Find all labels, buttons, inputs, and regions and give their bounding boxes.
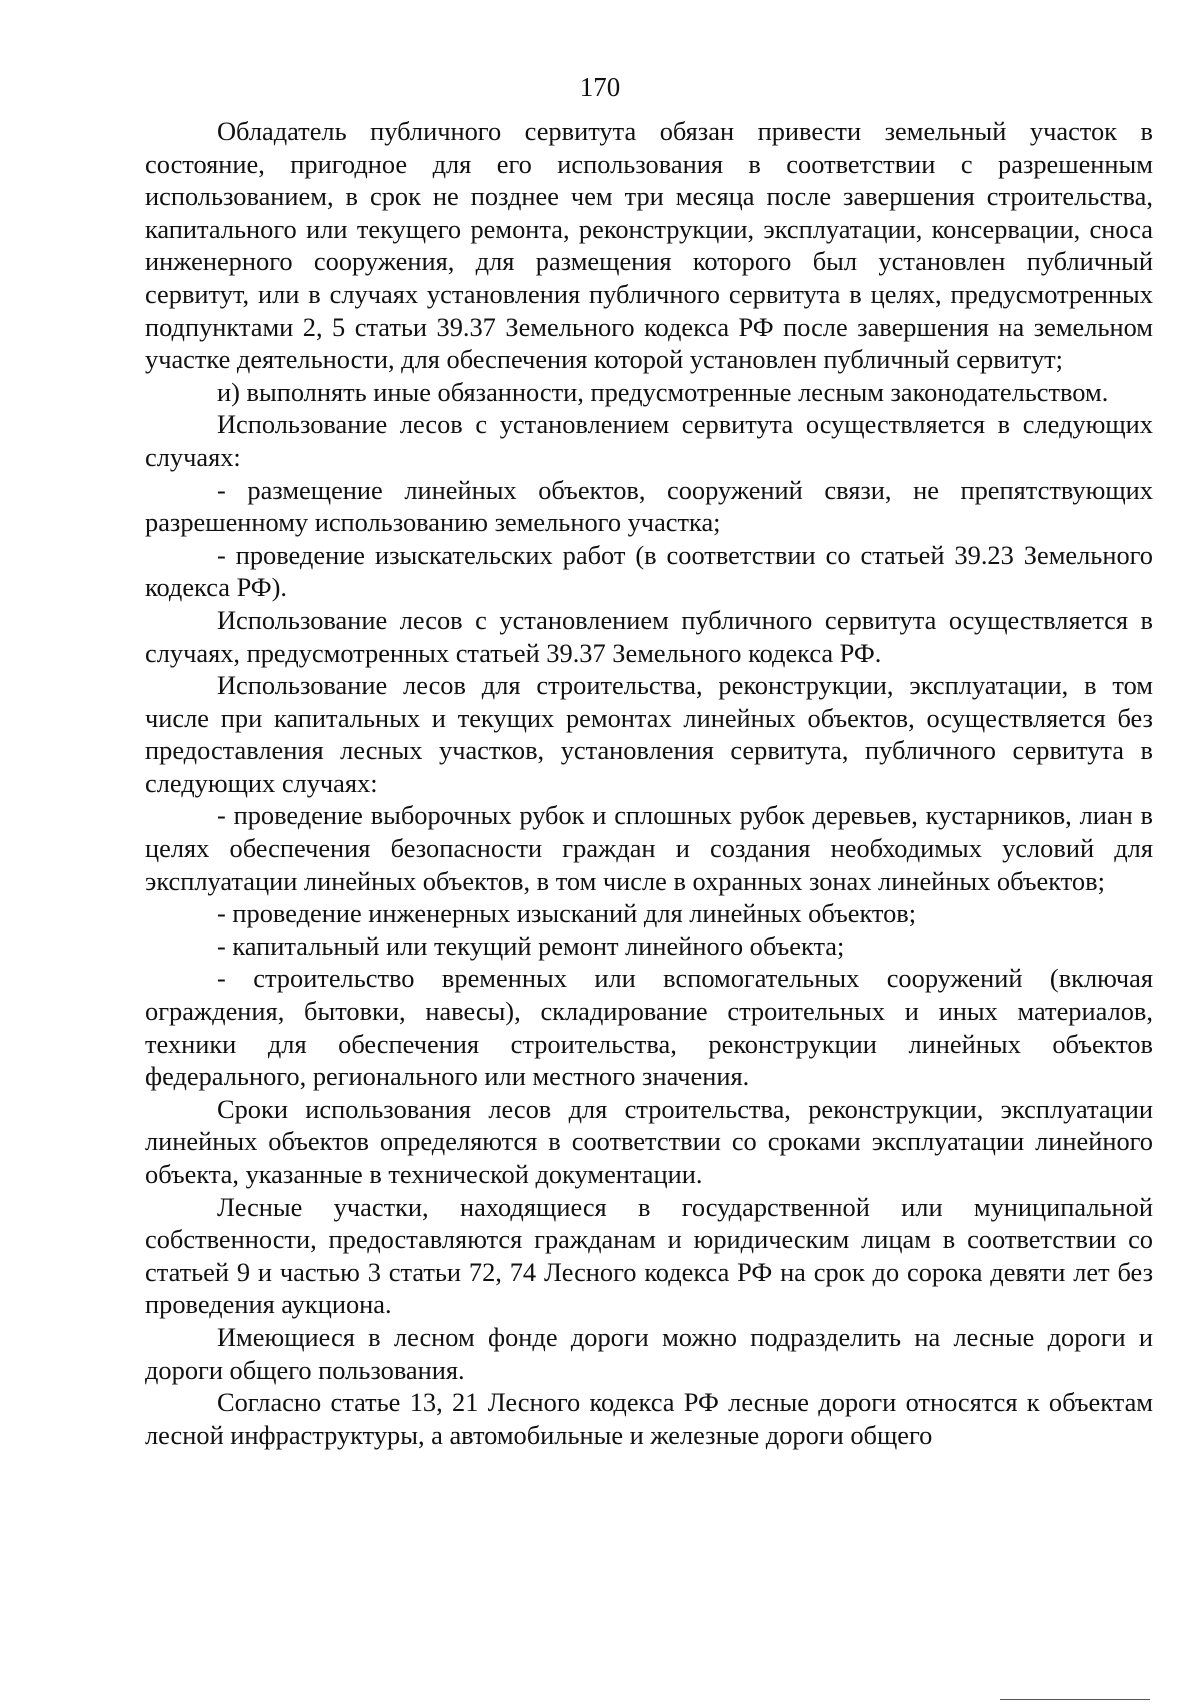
paragraph: Согласно статье 13, 21 Лесного кодекса РФ лесные дороги относятся к объектам лесной инфраструктуры, а автомобильные и железные дороги общего (145, 1387, 1153, 1450)
list-item: - проведение инженерных изысканий для линейных объектов; (217, 898, 917, 929)
paragraph: Использование лесов для строительства, реконструкции, эксплуатации, в том числе при капитальных и текущих ремонтах линейных объектов, осуществляется без предоставления лесных участков, установления сервитута, публичного сервитута в следующих случаях: (145, 670, 1153, 798)
list-item: - проведение изыскательских работ (в соответствии со статьей 39.23 Земельного кодекса РФ). (145, 539, 1153, 603)
paragraph: Лесные участки, находящиеся в государственной или муниципальной собственности, предоставляются гражданам и юридическим лицам в соответствии со статьей 9 и частью 3 статьи 72, 74 Лесного кодекса РФ на срок до сорока девяти лет без проведения аукциона. (145, 1191, 1153, 1320)
paragraph: Обладатель публичного сервитута обязан привести земельный участок в состояние, пригодное для его использования в соответствии с разрешенным использованием, в срок не позднее чем три месяца после завершения строительства, капитального или текущего ремонта, реконструкции, эксплуатации, консервации, сноса инженерного сооружения, для размещения которого был установлен публичный сервитут, или в случаях установления публичного сервитута в целях, предусмотренных подпунктами 2, 5 статьи 39.37 Земельного кодекса РФ после завершения на земельном участке деятельности, для обеспечения которой установлен публичный сервитут; (145, 116, 1153, 375)
footer-divider (1000, 1699, 1150, 1700)
list-item: - строительство временных или вспомогательных сооружений (включая ограждения, бытовки, навесы), складирование строительных и иных материалов, техники для обеспечения строительства, реконструкции линейных объектов федерального, регионального или местного значения. (145, 963, 1153, 1092)
list-item: - капитальный или текущий ремонт линейного объекта; (217, 930, 845, 961)
paragraph: Сроки использования лесов для строительства, реконструкции, эксплуатации линейных объектов определяются в соответствии со сроками эксплуатации линейного объекта, указанные в технической документации. (145, 1093, 1153, 1189)
paragraph: Использование лесов с установлением сервитута осуществляется в следующих случаях: (145, 409, 1153, 472)
page-number: 170 (579, 72, 621, 102)
paragraph: Имеющиеся в лесном фонде дороги можно подразделить на лесные дороги и дороги общего пользования. (145, 1321, 1153, 1385)
paragraph: Использование лесов с установлением публичного сервитута осуществляется в случаях, предусмотренных статьей 39.37 Земельного кодекса РФ. (145, 604, 1153, 668)
paragraph: и) выполнять иные обязанности, предусмотренные лесным законодательством. (217, 376, 1109, 407)
list-item: - проведение выборочных рубок и сплошных рубок деревьев, кустарников, лиан в целях обеспечения безопасности граждан и создания необходимых условий для эксплуатации линейных объектов, в том числе в охранных зонах линейных объектов; (145, 800, 1153, 896)
document-body (145, 115, 1153, 1451)
list-item: - размещение линейных объектов, сооружений связи, не препятствующих разрешенному использованию земельного участка; (145, 474, 1153, 538)
